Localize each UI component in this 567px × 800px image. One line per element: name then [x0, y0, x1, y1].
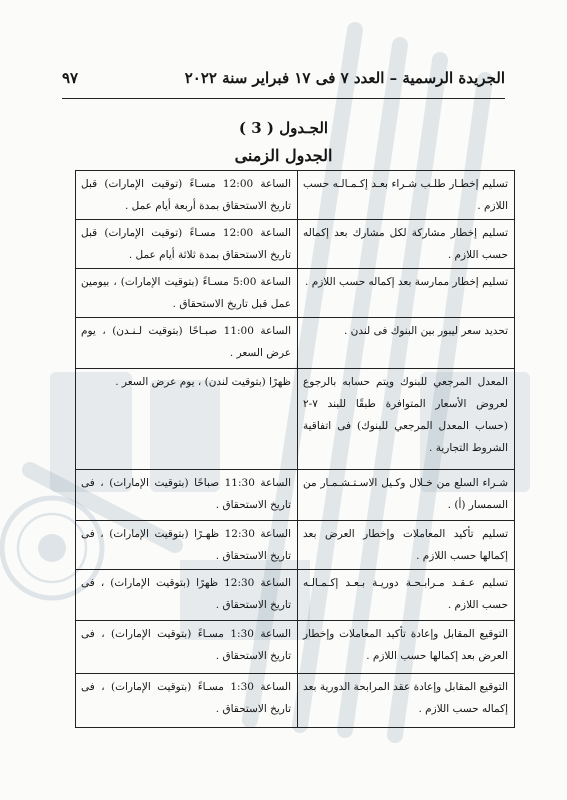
- table-row: [76, 220, 515, 269]
- action-cell: التوقيع المقابل وإعادة عقد المرابحة الدورية بعد إكماله حسب اللازم .: [298, 674, 515, 728]
- schedule-table: [75, 170, 515, 728]
- table-row: [76, 171, 515, 220]
- page-number: ٩٧: [62, 69, 79, 87]
- action-cell: شـراء السلع من خـلال وكـيل الاسـتـشـمـار من السمسار (أ) .: [298, 470, 515, 521]
- header-divider: [62, 98, 505, 99]
- action-cell: تسليم إخطار ممارسة بعد إكماله حسب اللازم .: [298, 269, 515, 318]
- action-cell: تسليم عـقـد مـرابـحـة دوريـة بـعـد إكـمـالـه حسب اللازم .: [298, 570, 515, 621]
- page-header: [62, 64, 505, 92]
- table-title: الجدول الزمنى: [234, 146, 333, 165]
- action-cell: تسليم إخطـار طلـب شـراء بعـد إكـمـالـه حسب اللازم .: [298, 171, 515, 220]
- time-cell: الساعة 12:00 مسـاءً (توقيت الإمارات) قبل تاريخ الاستحقاق بمدة ثلاثة أيام عمل .: [76, 220, 298, 269]
- time-cell: الساعة 11:00 صبـاحًا (بتوقيت لـنـدن) ، يوم عرض السعر .: [76, 318, 298, 369]
- time-cell: ظهرًا (بتوقيت لندن) ، يوم عرض السعر .: [76, 369, 298, 470]
- time-cell: الساعة 11:30 صباحًا (بتوقيت الإمارات) ، فى تاريخ الاستحقاق .: [76, 470, 298, 521]
- action-cell: تحديد سعر ليبور بين البنوك فى لندن .: [298, 318, 515, 369]
- time-cell: الساعة 1:30 مسـاءً (بتوقيت الإمارات) ، فى تاريخ الاستحقاق .: [76, 674, 298, 728]
- action-cell: المعدل المرجعي للبنوك ويتم حسابه بالرجوع لعروض الأسعار المتوافرة طبقًا للبند ٧-٢ (حساب المعدل المرجعي للبنوك) فى اتفاقية الشروط التجارية .: [298, 369, 515, 470]
- table-row: [76, 621, 515, 674]
- table-row: [76, 318, 515, 369]
- time-cell: الساعة 12:00 مسـاءً (توقيت الإمارات) قبل تاريخ الاستحقاق بمدة أربعة أيام عمل .: [76, 171, 298, 220]
- time-cell: الساعة 12:30 ظهـرًا (بتوقيت الإمارات) ، فى تاريخ الاستحقاق .: [76, 521, 298, 570]
- action-cell: تسليم تأكيد المعاملات وإخطار العرض بعد إكمالها حسب اللازم .: [298, 521, 515, 570]
- table-row: [76, 674, 515, 728]
- table-row: [76, 369, 515, 470]
- time-cell: الساعة 5:00 مسـاءً (بتوقيت الإمارات) ، بيومين عمل قبل تاريخ الاستحقاق .: [76, 269, 298, 318]
- time-cell: الساعة 12:30 ظهرًا (بتوقيت الإمارات) ، فى تاريخ الاستحقاق .: [76, 570, 298, 621]
- table-number: الجـدول ( 3 ): [238, 119, 329, 137]
- table-row: [76, 521, 515, 570]
- action-cell: التوقيع المقابل وإعادة تأكيد المعاملات وإخطار العرض بعد إكمالها حسب اللازم .: [298, 621, 515, 674]
- time-cell: الساعة 1:30 مسـاءً (بتوقيت الإمارات) ، فى تاريخ الاستحقاق .: [76, 621, 298, 674]
- table-row: [76, 570, 515, 621]
- table-row: [76, 470, 515, 521]
- table-row: [76, 269, 515, 318]
- publication-line: الجريدة الرسمية – العدد ٧ فى ١٧ فبراير سنة ٢٠٢٢: [184, 69, 505, 87]
- action-cell: تسليم إخطار مشاركة لكل مشارك بعد إكماله حسب اللازم .: [298, 220, 515, 269]
